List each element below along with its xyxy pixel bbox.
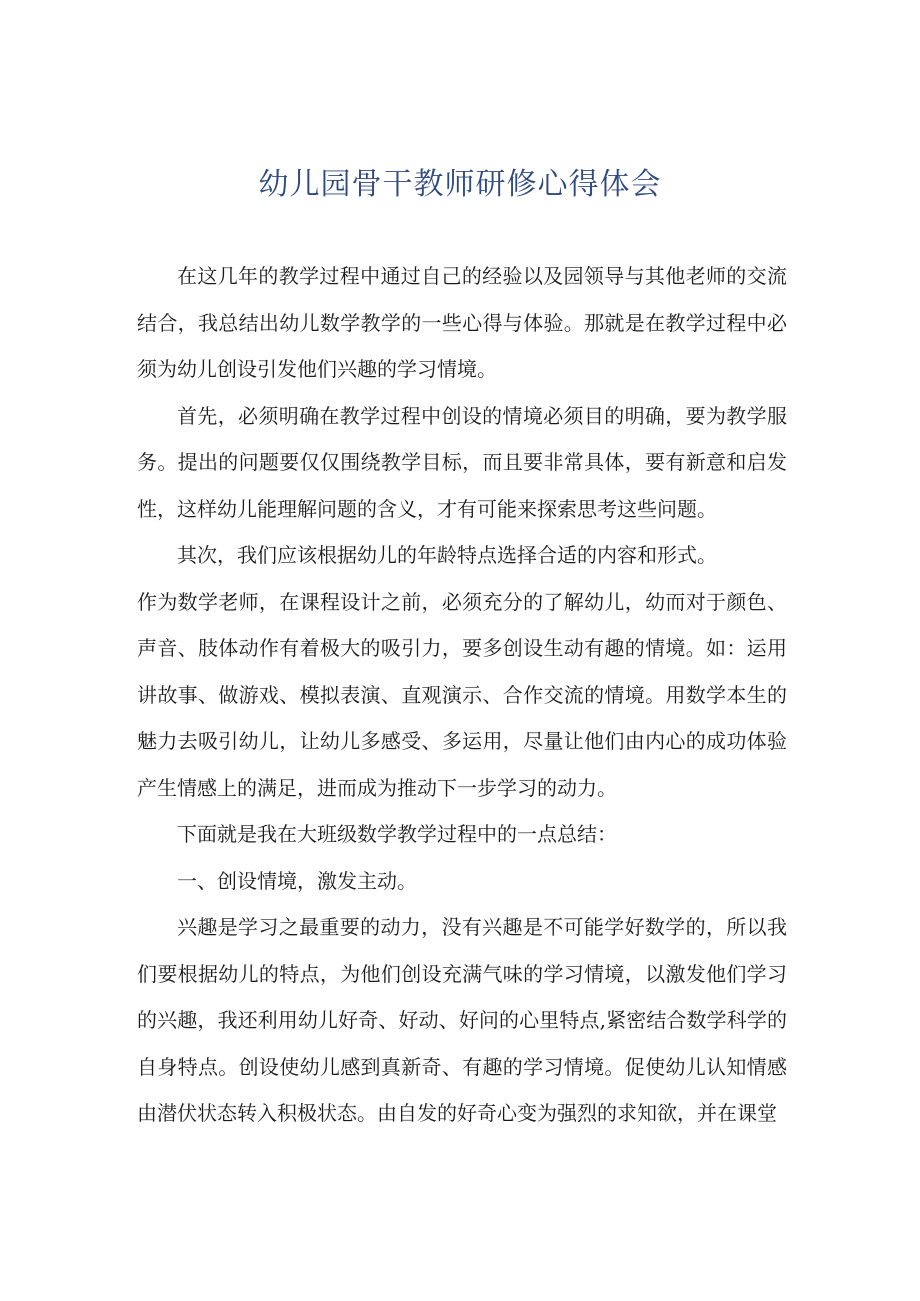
document-body (137, 253, 787, 1137)
document-title: 幼儿园骨干教师研修心得体会 (258, 167, 662, 202)
paragraph-interest: 兴趣是学习之最重要的动力，没有兴趣是不可能学好数学的，所以我们要根据幼儿的特点，为他们创设充满气味的学习情境，以激发他们学习的兴趣，我还利用幼儿好奇、好动、好问的心里特点,紧密结合数学科学的自身特点。创设使幼儿感到真新奇、有趣的学习情境。促使幼儿认知情感由潜伏状态转入积极状态。由自发的好奇心变为强烈的求知欲，并在课堂 (137, 915, 787, 1125)
paragraph-math-teacher: 作为数学老师，在课程设计之前，必须充分的了解幼儿，幼而对于颜色、声音、肢体动作有着极大的吸引力，要多创设生动有趣的情境。如：运用讲故事、做游戏、模拟表演、直观演示、合作交流的情境。用数学本生的魅力去吸引幼儿，让幼儿多感受、多运用，尽量让他们由内心的成功体验产生情感上的满足，进而成为推动下一步学习的动力。 (137, 589, 787, 800)
paragraph-second: 其次，我们应该根据幼儿的年龄特点选择合适的内容和形式。 (177, 543, 717, 567)
section-heading-1: 一、创设情境，激发主动。 (177, 868, 417, 893)
paragraph-first: 首先，必须明确在教学过程中创设的情境必须目的明确，要为教学服务。提出的问题要仅仅围绕教学目标，而且要非常具体，要有新意和启发性，这样幼儿能理解问题的含义，才有可能来探索思考这些问题。 (137, 403, 787, 521)
paragraph-summary-lead: 下面就是我在大班级数学教学过程中的一点总结： (177, 822, 617, 846)
paragraph-intro: 在这几年的教学过程中通过自己的经验以及园领导与其他老师的交流结合，我总结出幼儿数学教学的一些心得与体验。那就是在教学过程中必须为幼儿创设引发他们兴趣的学习情境。 (137, 264, 787, 381)
